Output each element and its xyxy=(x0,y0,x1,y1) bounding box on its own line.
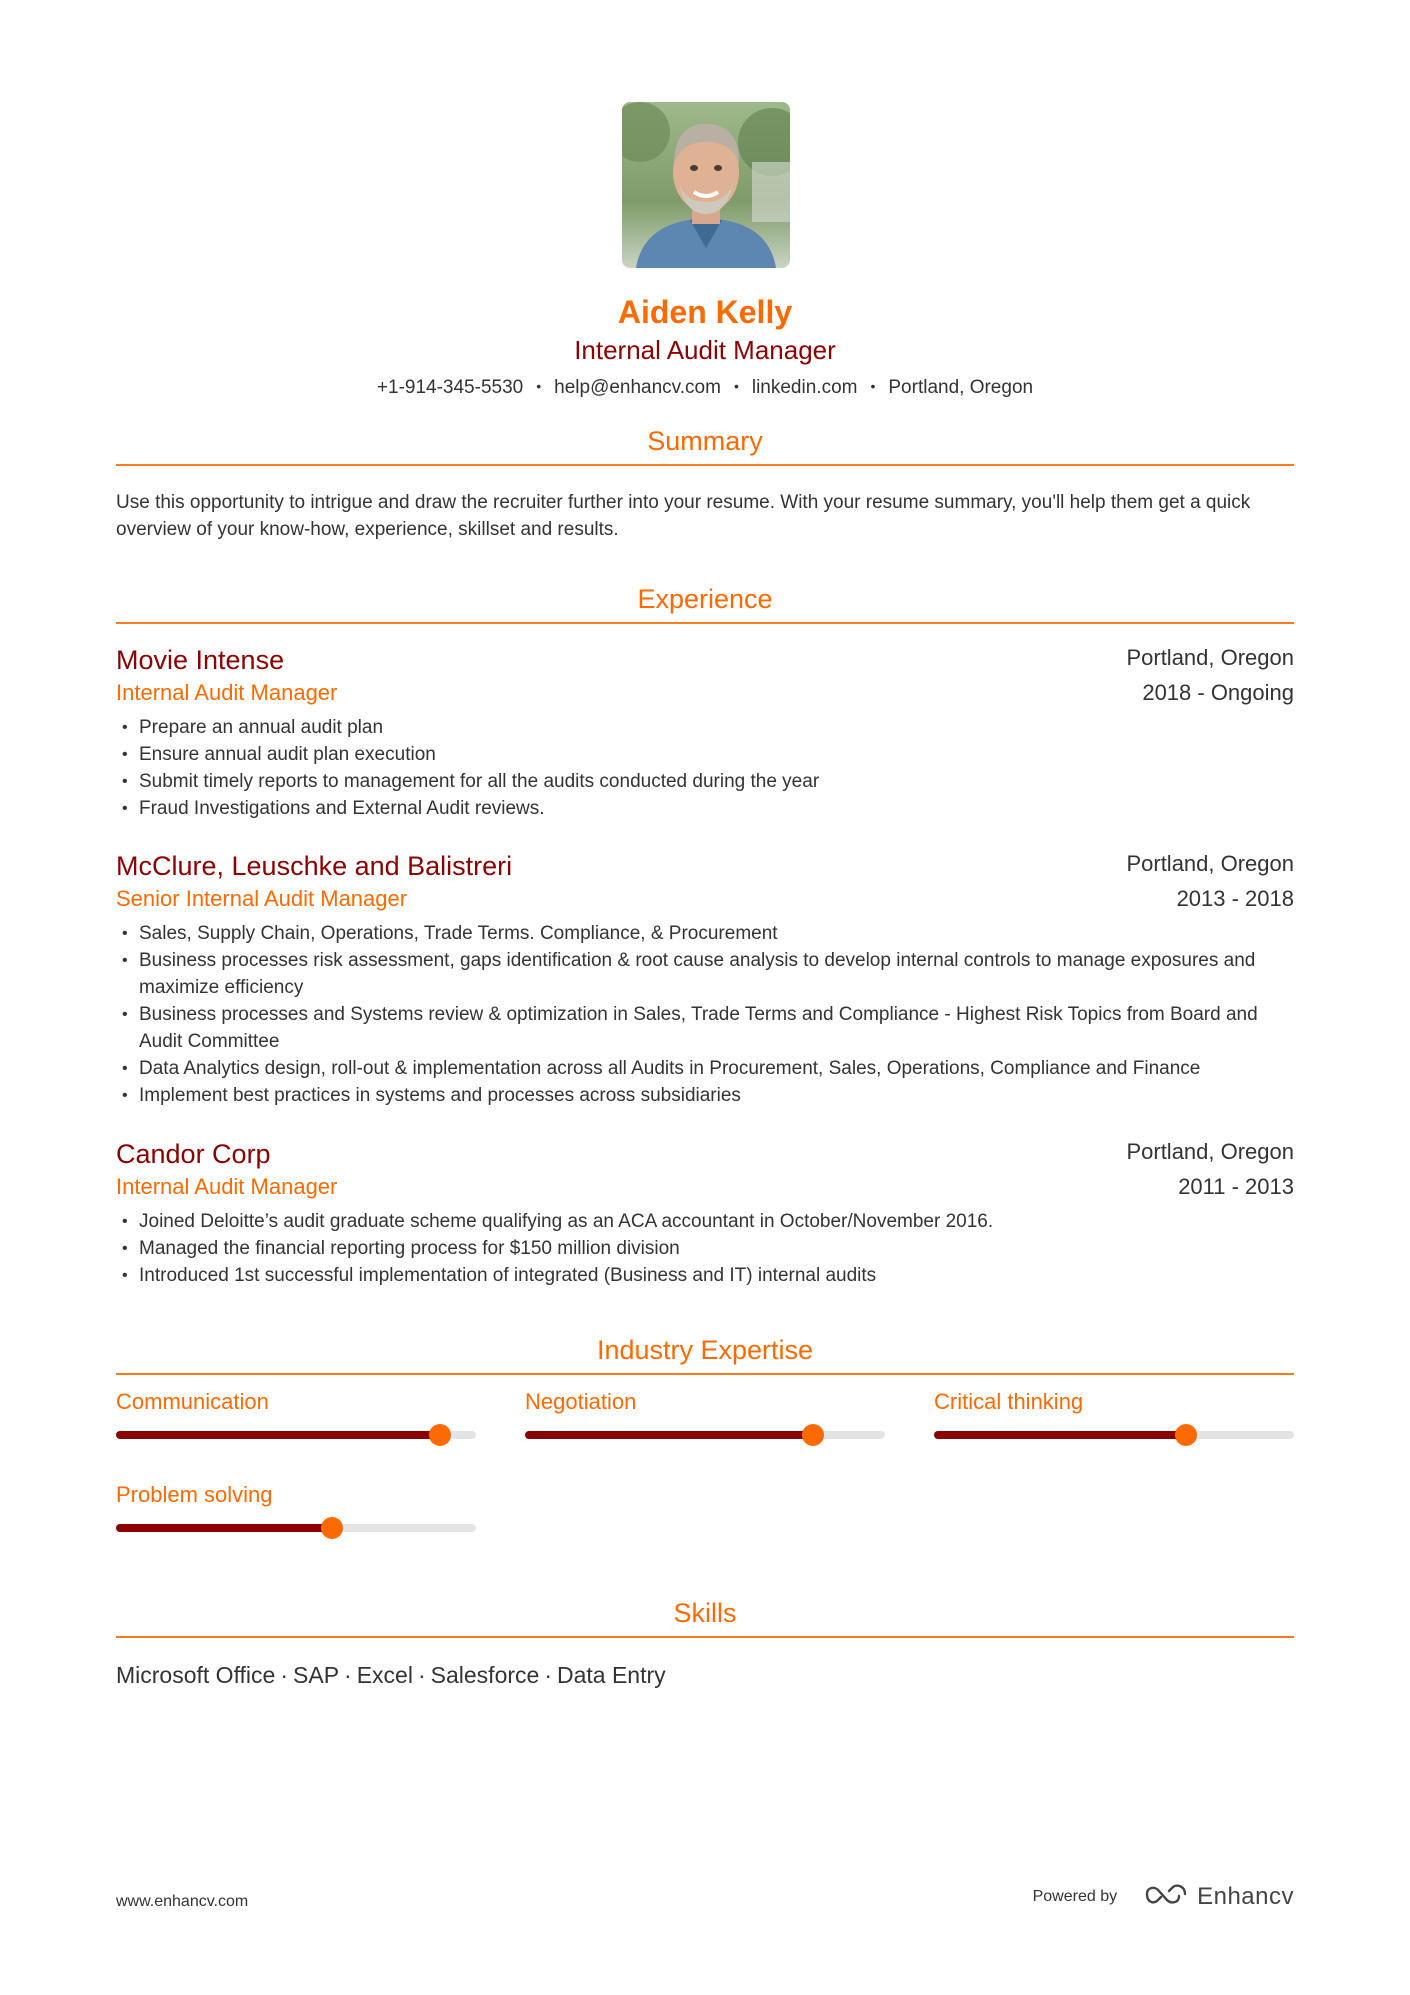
job-bullet: • Sales, Supply Chain, Operations, Trade Terms. Compliance, & Procurement xyxy=(116,920,1294,947)
expertise-bar xyxy=(934,1431,1294,1439)
powered-by-label: Powered by xyxy=(1032,1887,1118,1905)
expertise-item xyxy=(116,1480,476,1532)
skill-item: Microsoft Office xyxy=(116,1662,276,1688)
separator-dot: • xyxy=(536,378,542,394)
job-title: Internal Audit Manager xyxy=(116,680,338,705)
brand-name: Enhancv xyxy=(1197,1882,1294,1910)
job-bullet: • Prepare an annual audit plan xyxy=(116,714,1294,741)
job-bullet: • Data Analytics design, roll-out & implementation across all Audits in Procurement, Sales, Operations, Compliance and Finance xyxy=(116,1055,1294,1082)
job-bullet: • Business processes and Systems review & optimization in Sales, Trade Terms and Compliance - Highest Risk Topics from Board and Audit Committee xyxy=(116,1001,1294,1055)
footer-website[interactable]: www.enhancv.com xyxy=(116,1893,249,1910)
summary-divider xyxy=(116,464,1294,466)
expertise-label: Problem solving xyxy=(116,1482,273,1507)
job-bullet: • Introduced 1st successful implementation of integrated (Business and IT) internal audits xyxy=(116,1262,1294,1289)
skill-item: Excel xyxy=(356,1662,413,1688)
separator-dot: • xyxy=(733,378,739,394)
expertise-heading: Industry Expertise xyxy=(596,1335,814,1365)
separator-dot: · xyxy=(280,1662,289,1688)
profile-photo xyxy=(622,102,790,268)
candidate-role: Internal Audit Manager xyxy=(574,335,836,365)
expertise-divider xyxy=(116,1373,1294,1375)
resume-header xyxy=(116,292,1294,401)
skill-item: Data Entry xyxy=(556,1662,666,1688)
email[interactable]: help@enhancv.com xyxy=(554,377,721,398)
job-bullets xyxy=(116,1208,1294,1289)
job-entry xyxy=(116,642,1294,822)
expertise-bar-knob xyxy=(1175,1424,1197,1446)
expertise-bar-knob xyxy=(321,1517,343,1539)
job-title: Internal Audit Manager xyxy=(116,1174,338,1199)
job-dates: 2011 - 2013 xyxy=(1178,1174,1294,1199)
job-bullet: • Implement best practices in systems and processes across subsidiaries xyxy=(116,1082,1294,1109)
contact-line xyxy=(116,375,1294,401)
job-bullets xyxy=(116,714,1294,822)
company-name: Movie Intense xyxy=(116,645,285,675)
expertise-item xyxy=(116,1387,476,1439)
skill-item: SAP xyxy=(293,1662,340,1688)
job-location: Portland, Oregon xyxy=(1126,645,1294,670)
summary-text: Use this opportunity to intrigue and draw the recruiter further into your resume. With your resume summary, you'll help them get a quick overview of your know-how, experience, skillset and results. xyxy=(116,492,1251,540)
company-name: Candor Corp xyxy=(116,1139,271,1169)
expertise-label: Critical thinking xyxy=(934,1389,1084,1414)
summary-heading: Summary xyxy=(647,426,763,456)
job-title: Senior Internal Audit Manager xyxy=(116,886,408,911)
skills-list xyxy=(116,1659,1294,1691)
job-location: Portland, Oregon xyxy=(1126,1139,1294,1164)
expertise-bar-knob xyxy=(802,1424,824,1446)
job-location: Portland, Oregon xyxy=(1126,851,1294,876)
separator-dot: · xyxy=(544,1662,552,1688)
job-bullet: • Fraud Investigations and External Audit reviews. xyxy=(116,795,1294,822)
expertise-item xyxy=(525,1387,885,1439)
expertise-label: Negotiation xyxy=(525,1389,637,1414)
job-bullet: • Ensure annual audit plan execution xyxy=(116,741,1294,768)
expertise-bar-fill xyxy=(116,1431,440,1439)
separator-dot: · xyxy=(344,1662,352,1688)
expertise-bar xyxy=(116,1431,476,1439)
expertise-bar-fill xyxy=(934,1431,1186,1439)
expertise-label: Communication xyxy=(116,1389,269,1414)
job-entry xyxy=(116,848,1294,1109)
skills-heading: Skills xyxy=(673,1598,737,1628)
expertise-item xyxy=(934,1387,1294,1439)
job-bullet: • Managed the financial reporting process for $150 million division xyxy=(116,1235,1294,1262)
experience-divider xyxy=(116,622,1294,624)
job-header xyxy=(116,1136,1294,1206)
candidate-name: Aiden Kelly xyxy=(617,294,793,330)
phone: +1-914-345-5530 xyxy=(376,377,524,398)
job-entry xyxy=(116,1136,1294,1289)
separator-dot: · xyxy=(417,1662,426,1688)
company-name: McClure, Leuschke and Balistreri xyxy=(116,851,513,881)
experience-heading: Experience xyxy=(637,584,773,614)
job-header xyxy=(116,642,1294,712)
job-dates: 2018 - Ongoing xyxy=(1142,680,1294,705)
location: Portland, Oregon xyxy=(888,377,1034,398)
linkedin[interactable]: linkedin.com xyxy=(751,377,858,398)
separator-dot: • xyxy=(870,378,876,394)
job-bullet: • Submit timely reports to management for all the audits conducted during the year xyxy=(116,768,1294,795)
footer-branding xyxy=(1033,1882,1294,1911)
enhancv-logo-icon xyxy=(1143,1882,1189,1911)
job-header xyxy=(116,848,1294,918)
expertise-bar-knob xyxy=(429,1424,451,1446)
expertise-bar xyxy=(116,1524,476,1532)
job-dates: 2013 - 2018 xyxy=(1176,886,1294,911)
job-bullet: • Joined Deloitte’s audit graduate scheme qualifying as an ACA accountant in October/November 2016. xyxy=(116,1208,1294,1235)
job-bullet: • Business processes risk assessment, gaps identification & root cause analysis to develop internal controls to manage exposures and maximize efficiency xyxy=(116,947,1294,1001)
skill-item: Salesforce xyxy=(430,1662,540,1688)
skills-divider xyxy=(116,1636,1294,1638)
job-bullets xyxy=(116,920,1294,1109)
expertise-bar-fill xyxy=(116,1524,332,1532)
expertise-bar xyxy=(525,1431,885,1439)
expertise-bar-fill xyxy=(525,1431,813,1439)
